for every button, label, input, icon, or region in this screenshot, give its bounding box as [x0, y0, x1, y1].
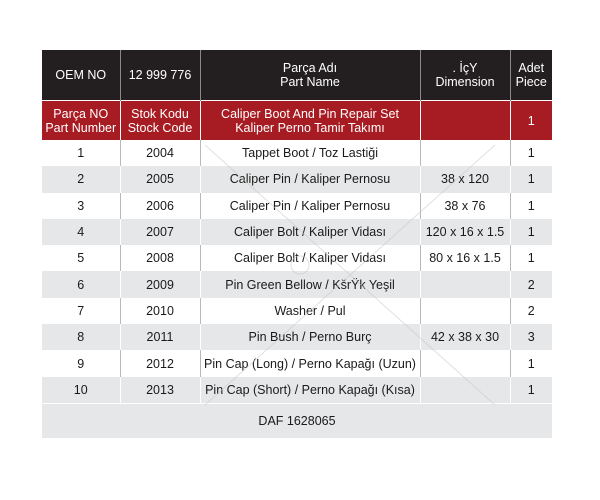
stock-code-header-en: Stock Code — [127, 120, 193, 135]
stock-code-cell: 2007 — [120, 219, 200, 245]
stock-code-header-tr: Stok Kodu — [131, 106, 189, 121]
quantity-cell: 1 — [510, 166, 552, 192]
stock-code-cell: 2008 — [120, 245, 200, 271]
oem-label: OEM NO — [42, 50, 120, 101]
table-row — [42, 166, 552, 192]
set-name-en: Caliper Boot And Pin Repair Set — [221, 106, 399, 121]
quantity-cell: 1 — [510, 219, 552, 245]
dimension-cell: 42 x 38 x 30 — [420, 324, 510, 350]
part-no-header-en: Part Number — [45, 120, 117, 135]
quantity-cell: 2 — [510, 298, 552, 324]
dimension-cell — [420, 377, 510, 403]
stock-code-cell: 2011 — [120, 324, 200, 350]
set-dimension — [420, 101, 510, 141]
table-row — [42, 140, 552, 166]
table-row — [42, 245, 552, 271]
table-row — [42, 298, 552, 324]
dimension-cell — [420, 350, 510, 376]
dimension-cell — [420, 298, 510, 324]
stock-code-cell: 2013 — [120, 377, 200, 403]
dimension-header-tr: . İçY — [452, 61, 478, 75]
part-number-cell: 10 — [42, 377, 120, 403]
dimension-cell — [420, 140, 510, 166]
header-row — [42, 50, 552, 101]
part-name-header-en: Part Name — [280, 75, 340, 89]
table-row — [42, 219, 552, 245]
quantity-cell: 1 — [510, 193, 552, 219]
stock-code-header — [120, 101, 200, 141]
piece-header — [510, 50, 552, 101]
parts-table-sheet — [42, 50, 552, 438]
dimension-header — [420, 50, 510, 101]
dimension-cell: 120 x 16 x 1.5 — [420, 219, 510, 245]
part-name-cell: Caliper Bolt / Kaliper Vidası — [200, 219, 420, 245]
piece-header-tr: Adet — [518, 61, 545, 75]
part-name-cell: Pin Cap (Short) / Perno Kapağı (Kısa) — [200, 377, 420, 403]
table-row — [42, 193, 552, 219]
part-name-cell: Pin Green Bellow / KšrŸk Yeşil — [200, 271, 420, 297]
table-row — [42, 271, 552, 297]
part-name-cell: Washer / Pul — [200, 298, 420, 324]
dimension-header-en: Dimension — [435, 75, 495, 89]
set-name-tr: Kaliper Perno Tamir Takımı — [235, 120, 385, 135]
part-name-cell: Pin Bush / Perno Burç — [200, 324, 420, 350]
part-number-cell: 6 — [42, 271, 120, 297]
stock-code-cell: 2005 — [120, 166, 200, 192]
rows-body — [42, 140, 552, 403]
part-name-cell: Caliper Bolt / Kaliper Vidası — [200, 245, 420, 271]
part-number-cell: 9 — [42, 350, 120, 376]
part-name-cell: Tappet Boot / Toz Lastiği — [200, 140, 420, 166]
dimension-cell — [420, 271, 510, 297]
part-number-cell: 3 — [42, 193, 120, 219]
dimension-cell: 38 x 120 — [420, 166, 510, 192]
stock-code-cell: 2009 — [120, 271, 200, 297]
table-row — [42, 350, 552, 376]
part-name-cell: Pin Cap (Long) / Perno Kapağı (Uzun) — [200, 350, 420, 376]
part-name-header — [200, 50, 420, 101]
table-row — [42, 324, 552, 350]
part-number-cell: 7 — [42, 298, 120, 324]
part-number-cell: 4 — [42, 219, 120, 245]
part-number-cell: 5 — [42, 245, 120, 271]
stock-code-cell: 2012 — [120, 350, 200, 376]
quantity-cell: 1 — [510, 245, 552, 271]
part-name-cell: Caliper Pin / Kaliper Pernosu — [200, 193, 420, 219]
part-number-cell: 8 — [42, 324, 120, 350]
quantity-cell: 1 — [510, 350, 552, 376]
quantity-cell: 1 — [510, 377, 552, 403]
part-no-header-tr: Parça NO — [53, 106, 109, 121]
part-number-cell: 2 — [42, 166, 120, 192]
quantity-cell: 2 — [510, 271, 552, 297]
part-no-header — [42, 101, 120, 141]
part-number-cell: 1 — [42, 140, 120, 166]
footer-reference: DAF 1628065 — [42, 403, 552, 438]
piece-header-en: Piece — [515, 75, 547, 89]
set-name — [200, 101, 420, 141]
set-piece: 1 — [510, 101, 552, 141]
parts-table — [42, 50, 552, 403]
table-row — [42, 377, 552, 403]
part-name-cell: Caliper Pin / Kaliper Pernosu — [200, 166, 420, 192]
part-name-header-tr: Parça Adı — [282, 61, 338, 75]
oem-value: 12 999 776 — [120, 50, 200, 101]
stock-code-cell: 2004 — [120, 140, 200, 166]
stock-code-cell: 2010 — [120, 298, 200, 324]
stock-code-cell: 2006 — [120, 193, 200, 219]
quantity-cell: 3 — [510, 324, 552, 350]
dimension-cell: 38 x 76 — [420, 193, 510, 219]
quantity-cell: 1 — [510, 140, 552, 166]
subheader-row — [42, 101, 552, 141]
dimension-cell: 80 x 16 x 1.5 — [420, 245, 510, 271]
